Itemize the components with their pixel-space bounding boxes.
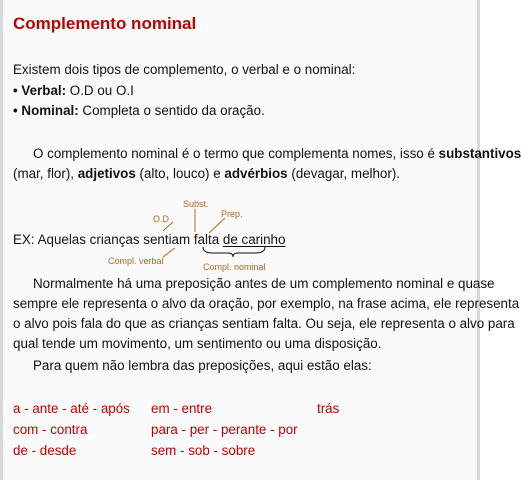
explanation-line-4: qual tende um movimento, um sentimento ou uma disposição. — [13, 336, 382, 351]
example-text: EX: Aquelas crianças sentiam falta — [13, 232, 223, 247]
preposition-item: de - desde — [13, 443, 77, 458]
bullet-nominal — [13, 103, 265, 118]
bracket-compl-nominal — [203, 247, 265, 257]
bullet-text: Completa o sentido da oração. — [78, 103, 265, 118]
example-underlined: de carinho — [222, 232, 286, 247]
bullet-label: • Nominal: — [13, 103, 79, 118]
annotation-prep: Prep. — [221, 209, 243, 219]
bullet-text: O.D ou O.I — [66, 83, 134, 98]
explanation-line-5: Para quem não lembra das preposições, aqui estão elas: — [33, 358, 372, 373]
preposition-item: com - contra — [13, 422, 88, 437]
bullet-label: • Verbal: — [13, 83, 67, 98]
arrow-compl-verbal — [163, 248, 175, 257]
definition-keyword: adjetivos — [77, 166, 136, 181]
preposition-item: a - ante - até - após — [13, 401, 130, 416]
annotation-od: O.D — [153, 214, 170, 224]
definition-line-1 — [33, 146, 521, 161]
definition-text: (mar, flor), — [13, 166, 78, 181]
definition-text: O complemento nominal é o termo que complementa nomes, isso é — [33, 146, 439, 161]
preposition-item: para - per - perante - por — [151, 422, 298, 437]
definition-line-2 — [13, 166, 400, 181]
intro-text: Existem dois tipos de complemento, o verbal e o nominal: — [13, 62, 356, 77]
preposition-item: sem - sob - sobre — [151, 443, 256, 458]
preposition-item: trás — [317, 401, 340, 416]
annotation-compl-verbal: Compl. verbal — [108, 256, 164, 266]
explanation-line-3: o alvo pois fala do que as crianças sentiam falta. Ou seja, ele representa o alvo para — [13, 316, 515, 331]
arrow-prep — [209, 218, 225, 233]
preposition-item: em - entre — [151, 401, 213, 416]
bullet-verbal — [13, 83, 134, 98]
example-sentence — [13, 232, 285, 247]
explanation-line-2: sempre ele representa o alvo da oração, por exemplo, na frase acima, ele representa — [13, 296, 520, 311]
page-title: Complemento nominal — [13, 14, 197, 33]
annotation-compl-nominal: Compl. nominal — [203, 262, 266, 272]
annotation-subst: Subst. — [183, 199, 209, 209]
explanation-line-1: Normalmente há uma preposição antes de um complemento nominal e quase — [33, 276, 495, 291]
definition-keyword: substantivos — [438, 146, 521, 161]
definition-keyword: advérbios — [224, 166, 288, 181]
definition-text: (devagar, melhor). — [287, 166, 401, 181]
definition-text: (alto, louco) e — [135, 166, 225, 181]
